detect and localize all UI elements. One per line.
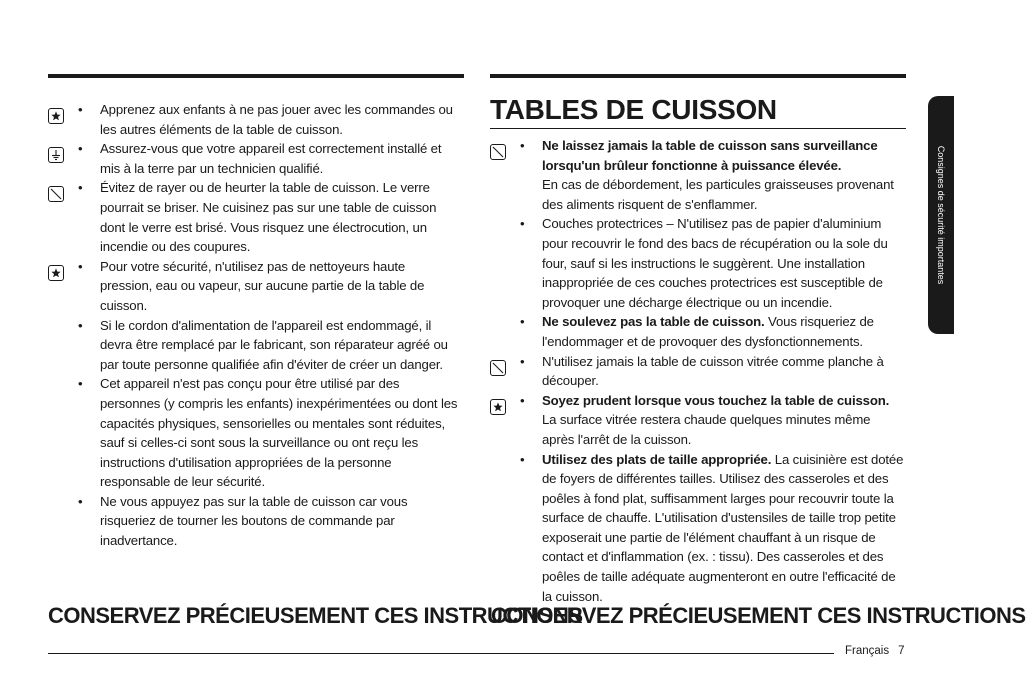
right-column-top-rule	[490, 74, 906, 78]
bullet-item	[78, 100, 458, 139]
bullet-text: Évitez de rayer ou de heurter la table de cuisson. Le verre pourrait se briser. Ne cuisinez pas sur une table de cuisson dont le verre est brisé. Vous risquez une électrocution, un incendie ou des coupures.	[100, 180, 437, 255]
bullet-list	[78, 100, 458, 139]
title-underline	[490, 128, 906, 129]
bullet-text: Assurez-vous que votre appareil est correctement installé et mis à la terre par un technicien qualifié.	[100, 141, 442, 176]
safety-group	[48, 257, 458, 551]
bullet-text: Apprenez aux enfants à ne pas jouer avec les commandes ou les autres éléments de la table de cuisson.	[100, 102, 453, 137]
bullet-item	[520, 352, 906, 391]
bullet-item	[520, 214, 906, 312]
footer-heading-right: CONSERVEZ PRÉCIEUSEMENT CES INSTRUCTIONS	[491, 603, 1026, 628]
bullet-text: Si le cordon d'alimentation de l'appareil est endommagé, il devra être remplacé par le fabricant, son réparateur agréé ou par toute personne qualifiée afin d'éviter de créer un danger.	[100, 317, 448, 372]
bullet-item	[78, 178, 458, 256]
bullet-item	[78, 316, 458, 375]
bullet-text: La surface vitrée restera chaude quelques minutes même après l'arrêt de la cuisson.	[542, 412, 871, 447]
bullet-text: Vous risqueriez de l'endommager et de provoquer des dysfonctionnements.	[542, 314, 874, 349]
bullet-list	[520, 352, 906, 391]
bullet-text: Pour votre sécurité, n'utilisez pas de nettoyeurs haute pression, eau ou vapeur, sur aucune partie de la table de cuisson.	[100, 258, 425, 313]
bullet-item	[520, 391, 906, 450]
bullet-emphasis: Ne laissez jamais la table de cuisson sans surveillance lorsqu'un brûleur fonctionne à puissance élevée.	[542, 138, 878, 173]
left-column-top-rule	[48, 74, 464, 78]
safety-group	[48, 139, 458, 178]
footer-language: Français	[845, 645, 890, 657]
safety-group	[490, 391, 906, 607]
bullet-item	[520, 312, 906, 351]
bullet-emphasis: Soyez prudent lorsque vous touchez la table de cuisson.	[542, 392, 890, 408]
safety-group	[490, 352, 906, 391]
bullet-item	[78, 139, 458, 178]
bullet-item	[520, 450, 906, 607]
footer-rule	[48, 653, 834, 654]
safety-group	[48, 178, 458, 256]
bullet-emphasis: Utilisez des plats de taille appropriée.	[542, 451, 772, 467]
prohibited-icon	[490, 360, 506, 376]
section-side-tab-label: Consignes de sécurité importantes	[936, 145, 946, 285]
page-footer	[845, 645, 905, 657]
bullet-list	[78, 139, 458, 178]
bullet-text: En cas de débordement, les particules graisseuses provenant des aliments risquent de s'enflammer.	[542, 177, 894, 212]
warning-icon	[48, 265, 64, 281]
page-title: TABLES DE CUISSON	[490, 94, 777, 125]
right-column	[490, 136, 906, 606]
bullet-list	[520, 391, 906, 607]
left-column	[48, 100, 458, 551]
bullet-text: Ne vous appuyez pas sur la table de cuisson car vous risqueriez de tourner les boutons de commande par inadvertance.	[100, 493, 408, 549]
bullet-list	[78, 178, 458, 256]
bullet-text: Couches protectrices – N'utilisez pas de papier d'aluminium pour recouvrir le fond des bacs de récupération ou la sole du four, sauf si les instructions le suggèrent. Une installation inappropriée de ces couches protectrices est susceptible de provoquer une décharge électrique ou un incendie.	[542, 216, 888, 310]
page-number: 7	[898, 645, 905, 657]
bullet-text: N'utilisez jamais la table de cuisson vitrée comme planche à découper.	[542, 353, 884, 389]
safety-group	[48, 100, 458, 139]
footer-heading-left: CONSERVEZ PRÉCIEUSEMENT CES INSTRUCTIONS	[48, 603, 583, 628]
warning-icon	[48, 108, 64, 124]
bullet-text: Cet appareil n'est pas conçu pour être utilisé par des personnes (y compris les enfants) inexpérimentées ou dont les capacités physiques, sensorielles ou mentales sont réduites, sauf si celles-ci sont sous la surveillance ou ont reçu les instructions d'utilisation appropriées de la personne responsable de leur sécurité.	[100, 376, 458, 490]
safety-group	[490, 136, 906, 352]
bullet-item	[520, 136, 906, 214]
warning-icon	[490, 399, 506, 415]
ground-icon	[48, 147, 64, 163]
bullet-item	[78, 374, 458, 492]
bullet-item	[78, 257, 458, 316]
bullet-emphasis: Ne soulevez pas la table de cuisson.	[542, 314, 765, 330]
bullet-list	[520, 136, 906, 352]
prohibited-icon	[490, 144, 506, 160]
bullet-text: La cuisinière est dotée de foyers de différentes tailles. Utilisez des casseroles et des poêles à fond plat, suffisamment larges pour recouvrir toute la surface de chauffe. L'utilisation d'ustensiles de taille trop petite exposerait une partie de l'élément chauffant à un risque de contact et d'inflammation (ex. : tissu). Des casseroles et des poêles de taille adéquate augmenteront en outre l'efficacité de la cuisson.	[542, 451, 904, 604]
prohibited-icon	[48, 186, 64, 202]
section-side-tab	[928, 96, 954, 334]
bullet-item	[78, 492, 458, 551]
bullet-list	[78, 257, 458, 551]
